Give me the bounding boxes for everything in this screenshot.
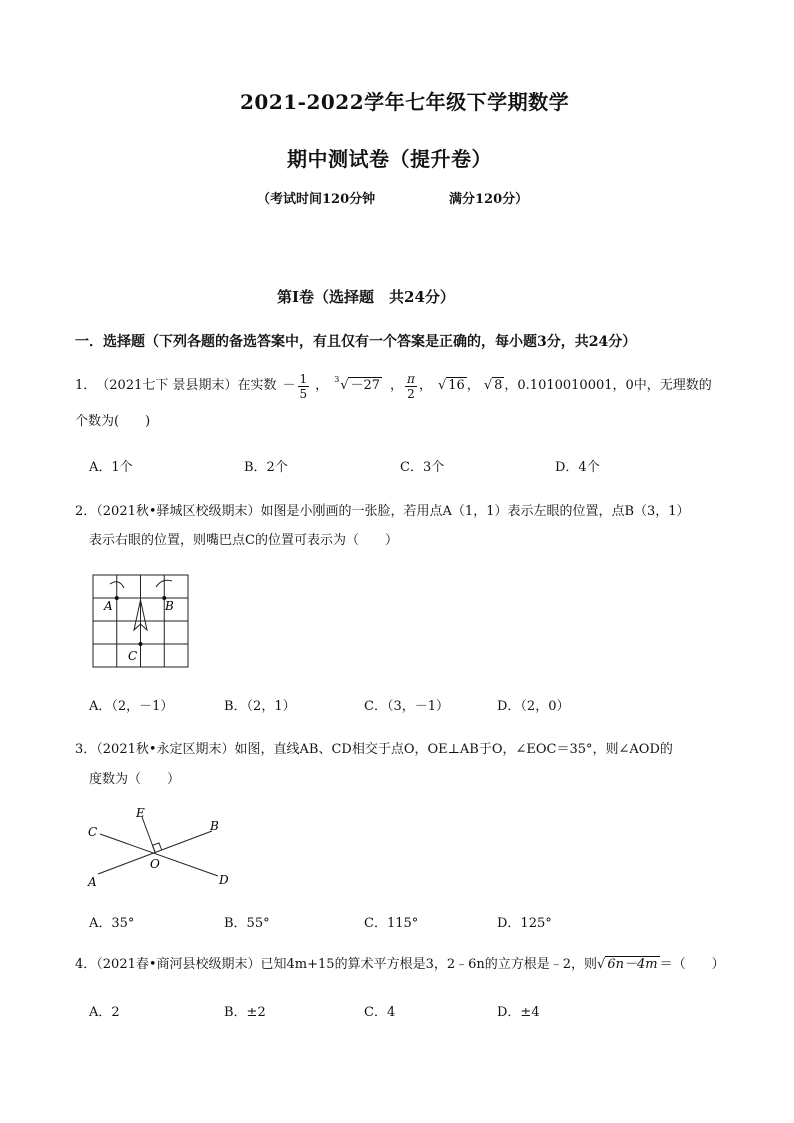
radicand: 8 (494, 378, 503, 393)
minus-sign: － (282, 378, 296, 393)
cube-root-neg27: 3 √ －27 (336, 377, 382, 395)
option-c[interactable]: C．3个 (400, 460, 445, 475)
section-title: 一．选择题（下列各题的备选答案中，有且仅有一个答案是正确的，每小题3分，共24分） (75, 334, 637, 350)
label-a: A (88, 875, 97, 889)
label-o: O (150, 857, 160, 871)
option-a[interactable]: A．（2，－1） (89, 699, 174, 714)
intersecting-lines-figure (84, 803, 244, 893)
label-a: A (104, 599, 113, 613)
paper-title-line1: 2021-2022学年七年级下学期数学 (240, 90, 570, 114)
part1-title: 第Ⅰ卷（选择题 共24分） (277, 288, 455, 306)
option-d[interactable]: D．（2，0） (497, 699, 570, 714)
question-number: 4． (75, 957, 97, 972)
q4-line1-b: ＝（ ） (659, 957, 725, 972)
question-source: （2021七下 景县期末） (96, 378, 238, 393)
option-a[interactable]: A．2 (89, 1005, 120, 1020)
option-b[interactable]: B．（2，1） (224, 699, 296, 714)
question-3 (75, 741, 673, 759)
full-score: 满分120分） (449, 192, 529, 207)
q3-line2: 度数为（ ） (89, 772, 181, 787)
fraction-one-fifth (298, 372, 310, 401)
question-2 (75, 503, 690, 521)
frac-denominator: 5 (299, 386, 308, 401)
face-grid-figure (92, 574, 192, 670)
radicand: 16 (448, 378, 465, 393)
radicand: －27 (350, 378, 381, 393)
q4-line1-a: （2021春•商河县校级期末）已知4m+15的算术平方根是3，2﹣6n的立方根是﹣2，则 (96, 957, 598, 972)
label-d: D (219, 873, 229, 887)
point-a (115, 596, 119, 600)
option-d[interactable]: D．±4 (497, 1005, 540, 1020)
sqrt-expression: √ 6n－4m (597, 957, 658, 972)
label-c: C (128, 649, 138, 663)
sqrt-16: √ 16 (437, 378, 465, 393)
q3-line1: （2021秋•永定区期末）如图，直线AB、CD相交于点O，OE⊥AB于O，∠EOC＝35°，则∠AOD的 (96, 742, 673, 757)
option-c[interactable]: C．4 (364, 1005, 396, 1020)
label-e: E (136, 806, 145, 820)
frac-numerator: π (407, 371, 415, 386)
q2-line2: 表示右眼的位置，则嘴巴点C的位置可表示为（ ） (89, 533, 398, 548)
grid-lines (93, 575, 188, 667)
q2-line1: （2021秋•驿城区校级期末）如图是小刚画的一张脸，若用点A（1，1）表示左眼的位置，点B（3，1） (96, 504, 690, 519)
option-b[interactable]: B．±2 (224, 1005, 266, 1020)
option-b[interactable]: B．2个 (244, 460, 288, 475)
question-number: 1． (75, 378, 97, 393)
label-b: B (165, 599, 174, 613)
option-a[interactable]: A．1个 (89, 460, 133, 475)
q1-line2: 个数为( ) (75, 414, 151, 429)
option-d[interactable]: D．4个 (555, 460, 600, 475)
question-number: 3． (75, 742, 97, 757)
option-d[interactable]: D．125° (497, 916, 552, 931)
point-c (139, 642, 143, 646)
paper-title-line2: 期中测试卷（提升卷） (287, 147, 492, 171)
question-4 (75, 956, 725, 974)
label-c: C (88, 825, 98, 839)
option-c[interactable]: C．115° (364, 916, 419, 931)
frac-numerator: 1 (299, 371, 308, 386)
fraction-pi-half (405, 372, 417, 401)
sqrt-8: √ 8 (483, 378, 503, 393)
frac-denominator: 2 (407, 386, 415, 401)
root-index: 3 (334, 375, 340, 384)
question-1: 1． （2021七下 景县期末） 在实数 － $\frac{1}{5}$ ， 3 √ －27 ， $\frac{\pi}{2}$ ， √ 16 ， √ 8 ，0.1010010001，0中，无理数的 (75, 371, 712, 401)
q1-tail: ，0.1010010001，0中，无理数的 (504, 378, 712, 393)
option-c[interactable]: C．（3，－1） (364, 699, 449, 714)
option-b[interactable]: B．55° (224, 916, 270, 931)
radicand: 6n－4m (607, 957, 658, 972)
q1-prefix: 在实数 (237, 378, 277, 393)
label-b: B (210, 819, 219, 833)
option-a[interactable]: A．35° (89, 916, 135, 931)
exam-time: （考试时间120分钟 (257, 192, 376, 207)
question-number: 2． (75, 504, 97, 519)
